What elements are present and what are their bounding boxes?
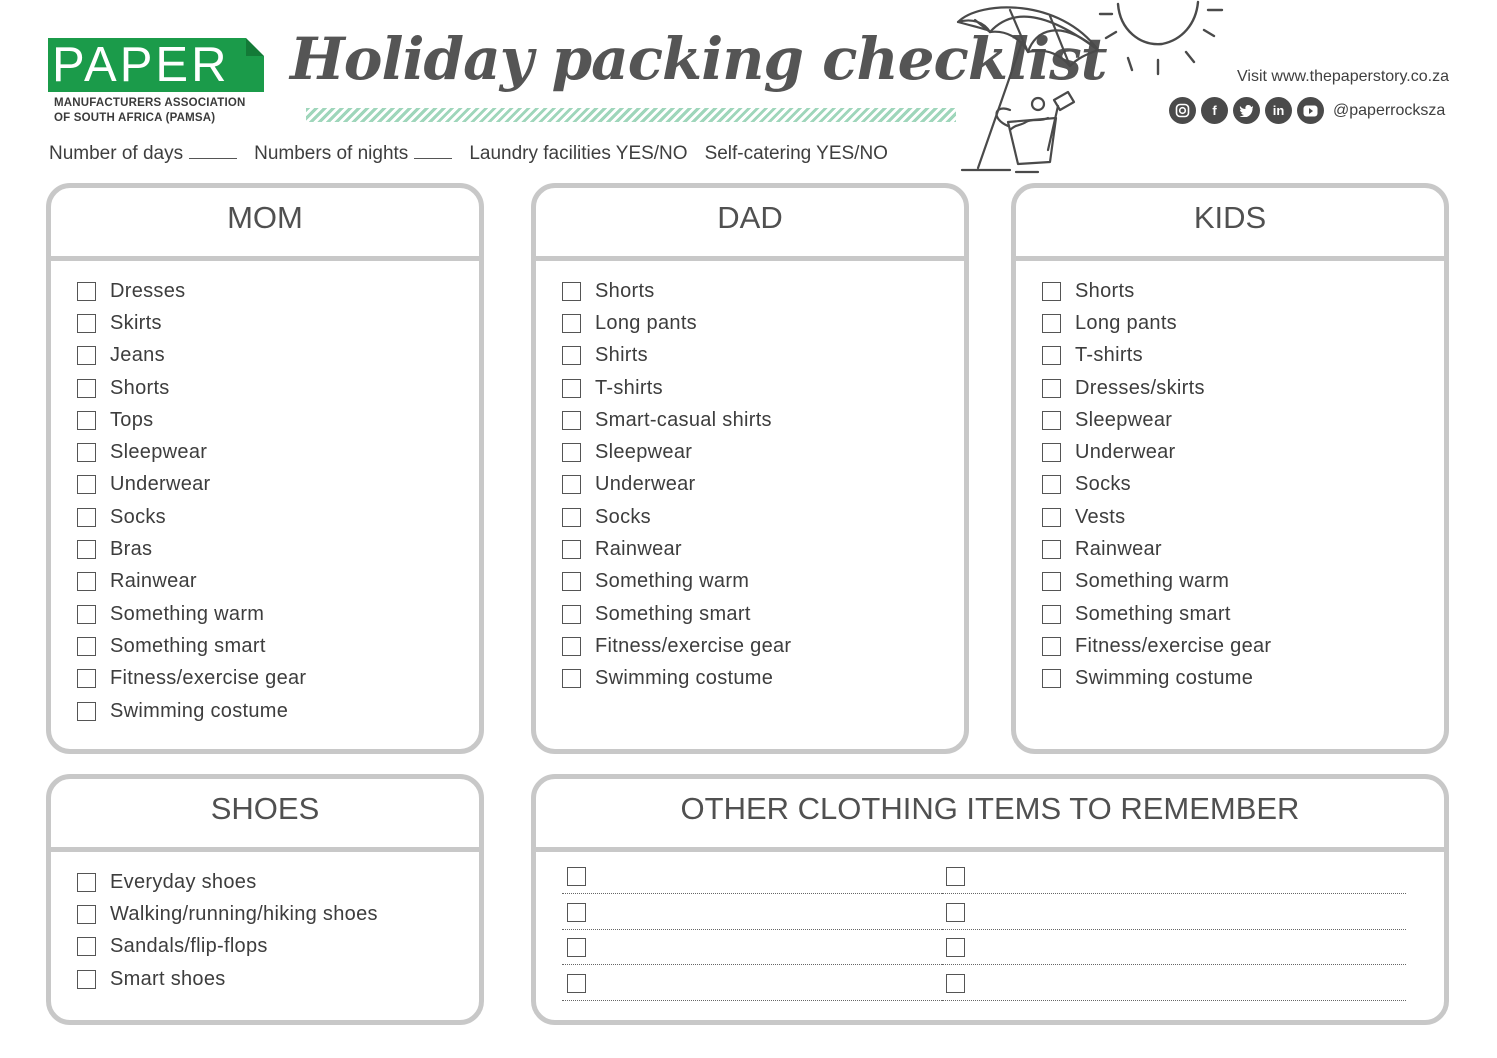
checklist-item-label: Long pants bbox=[595, 311, 697, 334]
kids-heading: KIDS bbox=[1016, 188, 1444, 261]
checkbox[interactable] bbox=[77, 443, 96, 462]
checkbox[interactable] bbox=[77, 937, 96, 956]
checkbox[interactable] bbox=[1042, 508, 1061, 527]
checklist-item[interactable] bbox=[77, 469, 306, 501]
checkbox[interactable] bbox=[1042, 379, 1061, 398]
checklist-item-label: Tops bbox=[110, 408, 154, 431]
checklist-item-label: Dresses/skirts bbox=[1075, 376, 1205, 399]
nights-blank[interactable] bbox=[414, 156, 452, 159]
dad-panel bbox=[531, 183, 969, 754]
checklist-item-label: Rainwear bbox=[110, 570, 197, 593]
mom-checklist bbox=[77, 275, 306, 727]
checkbox[interactable] bbox=[77, 540, 96, 559]
checkbox[interactable] bbox=[1042, 282, 1061, 301]
checklist-item[interactable] bbox=[562, 566, 791, 598]
checkbox[interactable] bbox=[562, 475, 581, 494]
checklist-item-label: Fitness/exercise gear bbox=[1075, 634, 1272, 657]
sun-icon bbox=[1100, 2, 1222, 74]
checklist-item[interactable] bbox=[77, 931, 378, 963]
checklist-item[interactable] bbox=[1042, 275, 1271, 307]
social-links-row bbox=[1169, 97, 1445, 124]
checklist-item[interactable] bbox=[1042, 598, 1271, 630]
checkbox[interactable] bbox=[1042, 637, 1061, 656]
laundry-label: Laundry facilities YES/NO bbox=[469, 143, 688, 164]
checklist-item[interactable] bbox=[77, 372, 306, 404]
checklist-item-label: Smart-casual shirts bbox=[595, 408, 772, 431]
checklist-item-label: Something smart bbox=[110, 634, 266, 657]
checkbox[interactable] bbox=[562, 314, 581, 333]
checklist-item-label: Smart shoes bbox=[110, 967, 226, 990]
checkbox[interactable] bbox=[562, 637, 581, 656]
checkbox[interactable] bbox=[562, 411, 581, 430]
checklist-item[interactable] bbox=[1042, 501, 1271, 533]
checkbox[interactable] bbox=[562, 443, 581, 462]
checklist-item-label: Fitness/exercise gear bbox=[110, 667, 307, 690]
checkbox[interactable] bbox=[77, 282, 96, 301]
shoes-panel bbox=[46, 774, 484, 1025]
checklist-item[interactable] bbox=[1042, 436, 1271, 468]
checklist-item[interactable] bbox=[1042, 372, 1271, 404]
checkbox[interactable] bbox=[562, 346, 581, 365]
checkbox[interactable] bbox=[1042, 475, 1061, 494]
checkbox[interactable] bbox=[1042, 314, 1061, 333]
checklist-item[interactable] bbox=[1042, 469, 1271, 501]
checkbox[interactable] bbox=[562, 379, 581, 398]
nights-field[interactable] bbox=[254, 143, 452, 165]
checklist-item[interactable] bbox=[1042, 340, 1271, 372]
facebook-icon[interactable]: f bbox=[1201, 97, 1228, 124]
checklist-item-label: Fitness/exercise gear bbox=[595, 634, 792, 657]
checklist-item-label: T-shirts bbox=[595, 376, 663, 399]
checklist-item-label: Shirts bbox=[595, 344, 648, 367]
checklist-item[interactable] bbox=[77, 566, 306, 598]
checklist-item[interactable] bbox=[77, 533, 306, 565]
checklist-item-label: Something warm bbox=[1075, 570, 1230, 593]
page-title: Holiday packing checklist bbox=[290, 25, 1107, 93]
checklist-item-label: Underwear bbox=[1075, 441, 1176, 464]
checklist-item[interactable] bbox=[77, 695, 306, 727]
dad-checklist bbox=[562, 275, 791, 695]
checklist-item[interactable] bbox=[1042, 404, 1271, 436]
checkbox[interactable] bbox=[567, 938, 586, 957]
checklist-item[interactable] bbox=[562, 533, 791, 565]
checkbox[interactable] bbox=[77, 702, 96, 721]
checkbox[interactable] bbox=[562, 572, 581, 591]
checklist-item-label: Sleepwear bbox=[595, 441, 693, 464]
checklist-item[interactable] bbox=[562, 307, 791, 339]
checklist-item-label: Underwear bbox=[595, 473, 696, 496]
checklist-item[interactable] bbox=[77, 963, 378, 995]
checklist-item-label: Swimming costume bbox=[110, 699, 289, 722]
days-blank[interactable] bbox=[189, 156, 237, 159]
checkbox[interactable] bbox=[77, 572, 96, 591]
bucket-icon bbox=[1008, 118, 1056, 164]
checklist-item-label: Sleepwear bbox=[110, 441, 208, 464]
checklist-item-label: Jeans bbox=[110, 344, 165, 367]
checklist-item-label: Shorts bbox=[595, 279, 655, 302]
checkbox[interactable] bbox=[562, 540, 581, 559]
checkbox[interactable] bbox=[77, 411, 96, 430]
checkbox[interactable] bbox=[77, 314, 96, 333]
catering-label: Self-catering YES/NO bbox=[704, 143, 888, 164]
checklist-item-label: Skirts bbox=[110, 311, 162, 334]
checklist-item-label: Dresses bbox=[110, 279, 186, 302]
checkbox[interactable] bbox=[562, 282, 581, 301]
days-field[interactable] bbox=[49, 143, 237, 165]
linkedin-icon[interactable]: in bbox=[1265, 97, 1292, 124]
checklist-item[interactable] bbox=[562, 598, 791, 630]
checklist-item[interactable] bbox=[77, 436, 306, 468]
twitter-icon[interactable] bbox=[1233, 97, 1260, 124]
shoes-checklist bbox=[77, 866, 378, 995]
checklist-item-label: Swimming costume bbox=[595, 667, 774, 690]
social-handle: @paperrocksza bbox=[1333, 101, 1446, 119]
checkbox[interactable] bbox=[77, 508, 96, 527]
checklist-item[interactable] bbox=[1042, 566, 1271, 598]
checklist-item-label: Shorts bbox=[1075, 279, 1135, 302]
checklist-item-label: Walking/running/hiking shoes bbox=[110, 902, 378, 925]
checklist-item-label: Sleepwear bbox=[1075, 408, 1173, 431]
checkbox[interactable] bbox=[946, 903, 965, 922]
checkbox[interactable] bbox=[77, 873, 96, 892]
checklist-item-label: Vests bbox=[1075, 505, 1126, 528]
checkbox[interactable] bbox=[77, 379, 96, 398]
checkbox[interactable] bbox=[946, 938, 965, 957]
checklist-item[interactable] bbox=[77, 898, 378, 930]
checklist-item[interactable] bbox=[562, 372, 791, 404]
checklist-item-label: Socks bbox=[595, 505, 651, 528]
logo-subtitle bbox=[54, 96, 264, 126]
dad-heading: DAD bbox=[536, 188, 964, 261]
write-in-line[interactable] bbox=[942, 932, 1406, 965]
checklist-item[interactable] bbox=[1042, 663, 1271, 695]
visit-website-text: Visit www.thepaperstory.co.za bbox=[1237, 68, 1449, 85]
checklist-item[interactable] bbox=[562, 630, 791, 662]
logo-fold-corner bbox=[246, 38, 264, 56]
days-label: Number of days bbox=[49, 143, 184, 164]
checklist-item[interactable] bbox=[562, 340, 791, 372]
checkbox[interactable] bbox=[77, 605, 96, 624]
checkbox[interactable] bbox=[77, 970, 96, 989]
checklist-item-label: Swimming costume bbox=[1075, 667, 1254, 690]
checklist-item[interactable] bbox=[562, 663, 791, 695]
checkbox[interactable] bbox=[562, 605, 581, 624]
checkbox[interactable] bbox=[567, 867, 586, 886]
checkbox[interactable] bbox=[567, 903, 586, 922]
checklist-item[interactable] bbox=[77, 404, 306, 436]
mom-panel bbox=[46, 183, 484, 754]
logo-word: PAPER bbox=[48, 38, 264, 92]
checklist-item-label: Shorts bbox=[110, 376, 170, 399]
write-in-line[interactable] bbox=[562, 932, 942, 965]
other-items-panel bbox=[531, 774, 1449, 1025]
instagram-icon[interactable] bbox=[1169, 97, 1196, 124]
checklist-item-label: Rainwear bbox=[1075, 538, 1162, 561]
checkbox[interactable] bbox=[567, 974, 586, 993]
checklist-item[interactable] bbox=[77, 866, 378, 898]
checkbox[interactable] bbox=[77, 905, 96, 924]
logo-subtitle-line-2: OF SOUTH AFRICA (PAMSA) bbox=[54, 112, 216, 124]
checklist-item-label: Long pants bbox=[1075, 311, 1177, 334]
beach-umbrella-illustration bbox=[950, 0, 1230, 178]
checklist-item-label: Sandals/flip-flops bbox=[110, 935, 268, 958]
checklist-item-label: Rainwear bbox=[595, 538, 682, 561]
checklist-item-label: Underwear bbox=[110, 473, 211, 496]
checklist-item[interactable] bbox=[562, 275, 791, 307]
trip-info-row bbox=[49, 143, 888, 165]
mom-heading: MOM bbox=[51, 188, 479, 261]
checklist-item[interactable] bbox=[562, 469, 791, 501]
checklist-item[interactable] bbox=[1042, 630, 1271, 662]
checklist-item-label: Something warm bbox=[110, 602, 265, 625]
checklist-item-label: Socks bbox=[110, 505, 166, 528]
write-in-line[interactable] bbox=[942, 861, 1406, 894]
checklist-item[interactable] bbox=[562, 404, 791, 436]
checklist-item[interactable] bbox=[1042, 307, 1271, 339]
write-in-line[interactable] bbox=[942, 968, 1406, 1001]
logo-subtitle-line-1: MANUFACTURERS ASSOCIATION bbox=[54, 97, 246, 109]
shoes-heading: SHOES bbox=[51, 779, 479, 852]
checklist-item[interactable] bbox=[77, 663, 306, 695]
title-underline-stripe bbox=[306, 108, 956, 122]
youtube-icon[interactable] bbox=[1297, 97, 1324, 124]
checkbox[interactable] bbox=[1042, 572, 1061, 591]
other-items-heading: OTHER CLOTHING ITEMS TO REMEMBER bbox=[536, 779, 1444, 852]
checklist-item[interactable] bbox=[1042, 533, 1271, 565]
checkbox[interactable] bbox=[77, 669, 96, 688]
checklist-item-label: Something smart bbox=[1075, 602, 1231, 625]
pamsa-logo bbox=[48, 38, 264, 92]
checkbox[interactable] bbox=[77, 346, 96, 365]
checkbox[interactable] bbox=[946, 867, 965, 886]
checklist-item-label: T-shirts bbox=[1075, 344, 1143, 367]
checkbox[interactable] bbox=[562, 508, 581, 527]
write-in-line[interactable] bbox=[562, 968, 942, 1001]
checkbox[interactable] bbox=[77, 637, 96, 656]
checklist-item[interactable] bbox=[77, 598, 306, 630]
checklist-item[interactable] bbox=[77, 307, 306, 339]
checklist-item-label: Something warm bbox=[595, 570, 750, 593]
checklist-item-label: Everyday shoes bbox=[110, 870, 257, 893]
write-in-line[interactable] bbox=[562, 861, 942, 894]
checkbox[interactable] bbox=[77, 475, 96, 494]
checklist-item-label: Socks bbox=[1075, 473, 1131, 496]
kids-checklist bbox=[1042, 275, 1271, 695]
checkbox[interactable] bbox=[1042, 411, 1061, 430]
checklist-item[interactable] bbox=[77, 275, 306, 307]
write-in-line[interactable] bbox=[942, 897, 1406, 930]
checklist-item-label: Something smart bbox=[595, 602, 751, 625]
checklist-item[interactable] bbox=[77, 630, 306, 662]
checklist-item[interactable] bbox=[77, 501, 306, 533]
checklist-item-label: Bras bbox=[110, 538, 153, 561]
checklist-item[interactable] bbox=[562, 436, 791, 468]
checklist-item[interactable] bbox=[77, 340, 306, 372]
nights-label: Numbers of nights bbox=[254, 143, 409, 164]
checkbox[interactable] bbox=[1042, 443, 1061, 462]
write-in-line[interactable] bbox=[562, 897, 942, 930]
checkbox[interactable] bbox=[1042, 669, 1061, 688]
checkbox[interactable] bbox=[1042, 540, 1061, 559]
checkbox[interactable] bbox=[562, 669, 581, 688]
checkbox[interactable] bbox=[946, 974, 965, 993]
checkbox[interactable] bbox=[1042, 605, 1061, 624]
checkbox[interactable] bbox=[1042, 346, 1061, 365]
checklist-item[interactable] bbox=[562, 501, 791, 533]
kids-panel bbox=[1011, 183, 1449, 754]
